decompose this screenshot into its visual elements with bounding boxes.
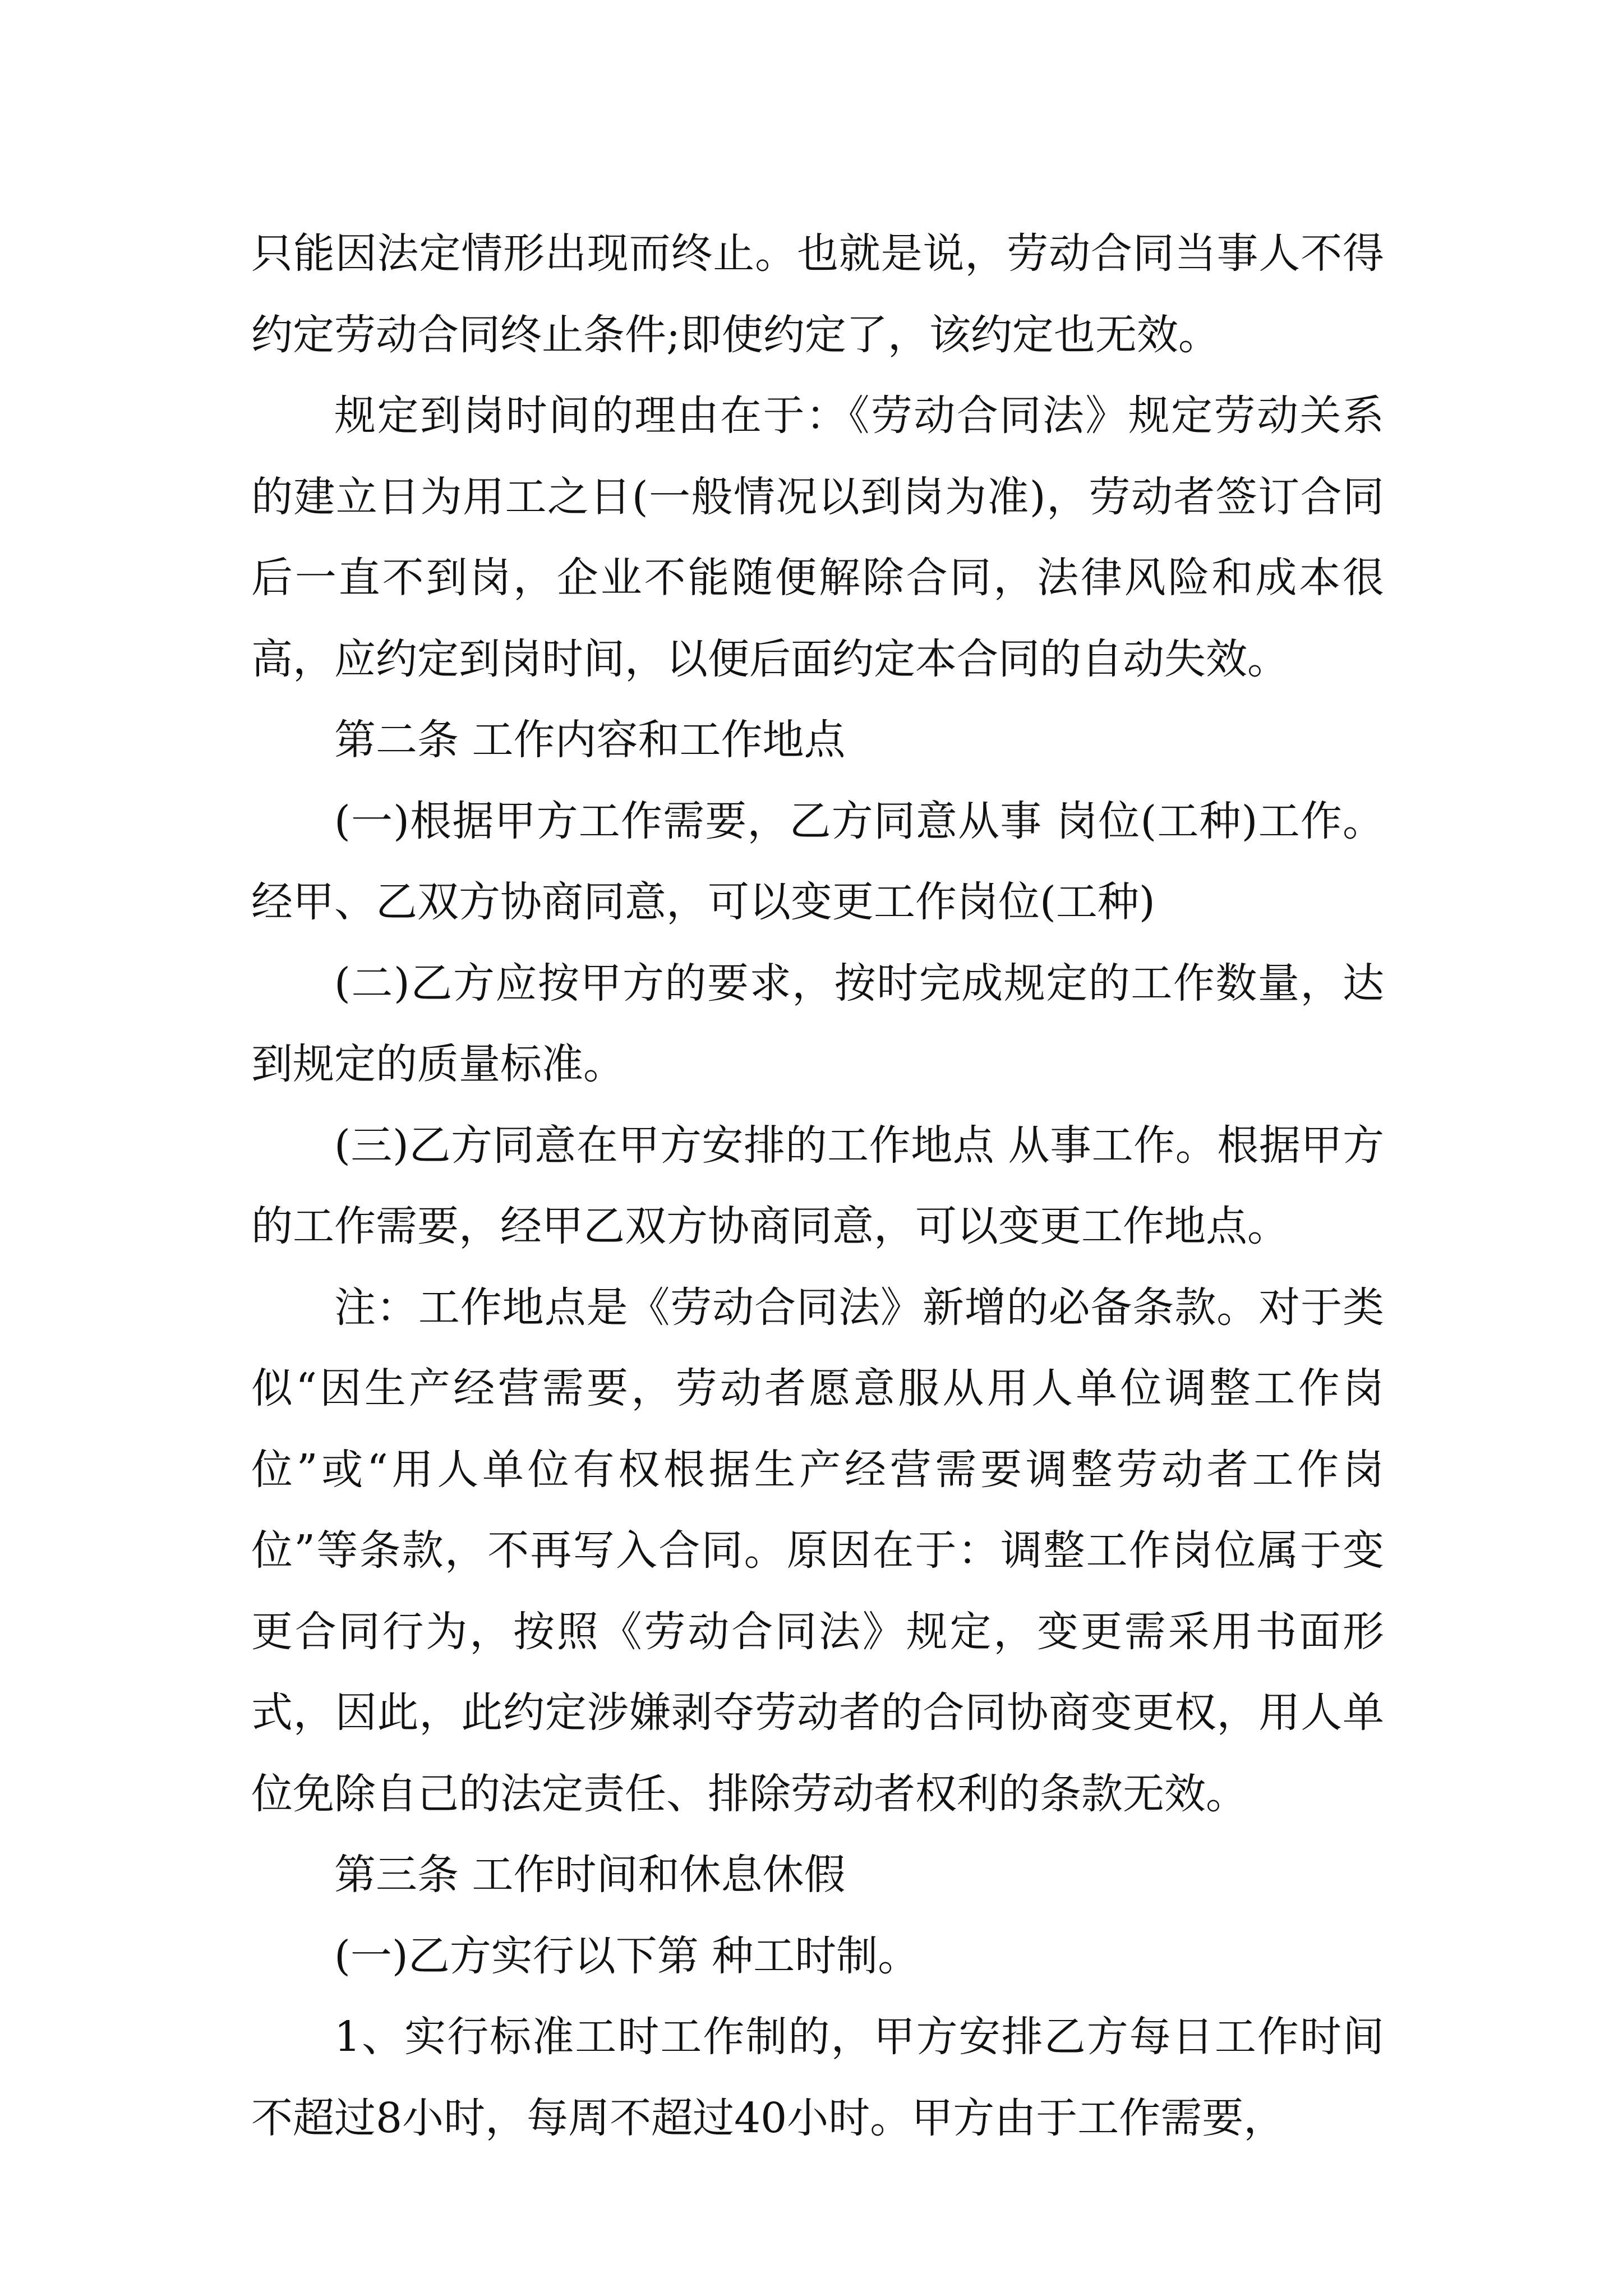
article-2-heading: 第二条 工作内容和工作地点	[334, 716, 846, 764]
article-2-item-2: (二)乙方应按甲方的要求，按时完成规定的工作数量，达到规定的质量标准。	[251, 959, 1384, 1088]
paragraph-arrival-time-reason: 规定到岗时间的理由在于：《劳动合同法》规定劳动关系的建立日为用工之日(一般情况以到岗为准)，劳动者签订合同后一直不到岗，企业不能随便解除合同，法律风险和成本很高，应约定到岗时间，以便后面约定本合同的自动失效。	[251, 392, 1384, 683]
article-2-item-1: (一)根据甲方工作需要，乙方同意从事 岗位(工种)工作。经甲、乙双方协商同意，可以变更工作岗位(工种)	[251, 797, 1384, 926]
article-3-item-1: (一)乙方实行以下第 种工时制。	[334, 1931, 920, 1980]
article-3-standard-hours: 1、实行标准工时工作制的，甲方安排乙方每日工作时间不超过8小时，每周不超过40小时。甲方由于工作需要，	[251, 2013, 1384, 2142]
document-body	[251, 213, 1384, 2159]
article-3-heading: 第三条 工作时间和休息休假	[334, 1851, 846, 1899]
article-2-item-3: (三)乙方同意在甲方安排的工作地点 从事工作。根据甲方的工作需要，经甲乙双方协商同意，可以变更工作地点。	[251, 1121, 1384, 1250]
paragraph-termination-clause: 只能因法定情形出现而终止。也就是说，劳动合同当事人不得约定劳动合同终止条件;即使约定了，该约定也无效。	[251, 229, 1384, 359]
article-2-note: 注：工作地点是《劳动合同法》新增的必备条款。对于类似“因生产经营需要，劳动者愿意服从用人单位调整工作岗位”或“用人单位有权根据生产经营需要调整劳动者工作岗位”等条款，不再写入合同。原因在于：调整工作岗位属于变更合同行为，按照《劳动合同法》规定，变更需采用书面形式，因此，此约定涉嫌剥夺劳动者的合同协商变更权，用人单位免除自己的法定责任、排除劳动者权利的条款无效。	[251, 1283, 1384, 1818]
